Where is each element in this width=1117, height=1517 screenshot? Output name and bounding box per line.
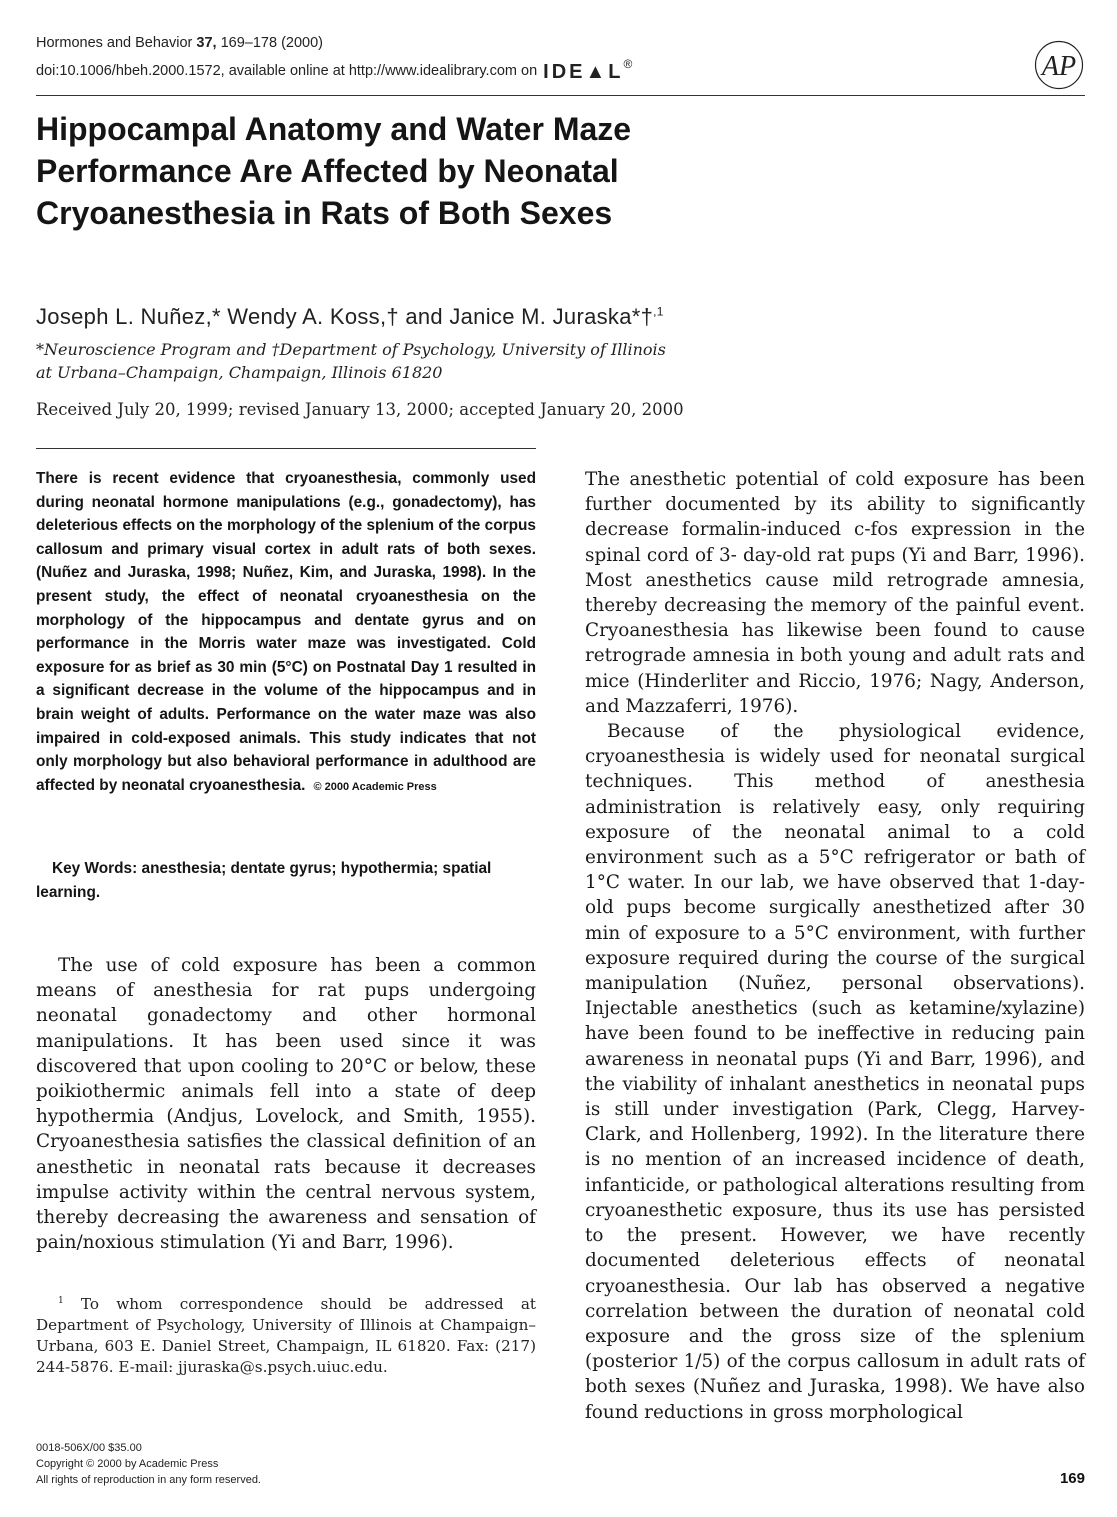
volume: 37, [196,35,217,51]
citation-line [36,33,632,54]
journal-name: Hormones and Behavior [36,35,197,51]
body-paragraph: The use of cold exposure has been a common means of anesthesia for rat pups undergoing neonatal gonadectomy and other hormonal manipulations. It has been used since it was discovered that upon cooling to 20°C or below, these poikiothermic animals fell into a state of deep hypothermia (Andjus, Lovelock, and Smith, 1955). Cryoanesthesia satisfies the classical definition of an anesthetic in neonatal rats because it decreases impulse activity within the central nervous system, thereby decreasing the awareness and sensation of pain/noxious stimulation (Yi and Barr, 1996). [36,955,536,1254]
copyright-footer: 0018-506X/00 $35.00 Copyright © 2000 by Academic Press All rights of reproduction in any form reserved. [36,1442,261,1486]
page-range: 169–178 (2000) [216,35,323,51]
body-column-right [585,467,1085,1425]
journal-header [36,33,632,83]
abstract: There is recent evidence that cryoanesthesia, commonly used during neonatal hormone manipulations (e.g., gonadectomy), has deleterious effects on the morphology of the splenium of the corpus callosum and primary visual cortex in adult rats of both sexes. (Nuñez and Juraska, 1998; Nuñez, Kim, and Juraska, 1998). In the present study, the effect of neonatal cryoanesthesia on the morphology of the hippocampus and dentate gyrus and on performance in the Morris water maze was investigated. Cold exposure for as brief as 30 min (5°C) on Postnatal Day 1 resulted in a significant decrease in the volume of the hippocampus and in brain weight of adults. Performance on the water maze was also impaired in cold-exposed animals. This study indicates that not only morphology but also behavioral performance in adulthood are affected by neonatal cryoanesthesia. © 2000 Academic Press [36,470,536,794]
doi-line [36,54,632,83]
body-column-left [36,953,536,1255]
key-words: Key Words: anesthesia; dentate gyrus; hypothermia; spatial learning. [36,860,492,901]
svg-text:AP: AP [1041,51,1077,82]
article-title: Hippocampal Anatomy and Water Maze Performance Are Affected by Neonatal Cryoanesthesia in Rats of Both Sexes [36,111,632,231]
academic-press-logo [1034,40,1084,90]
body-paragraph: The anesthetic potential of cold exposure has been further documented by its ability to significantly decrease formalin-induced c-fos expression in the spinal cord of 3- day-old rat pups (Yi and Barr, 1996). Most anesthetics cause mild retrograde amnesia, thereby decreasing the memory of the painful event. Cryoanesthesia has likewise been found to cause retrograde amnesia in both young and adult rats and mice (Hinderliter and Riccio, 1976; Nagy, Anderson, and Mazzaferri, 1976). [585,469,1085,717]
doi-text: doi:10.1006/hbeh.2000.1572, available online at http://www.idealibrary.com on [36,63,542,79]
header-rule [36,95,1085,96]
abstract-rule [36,448,536,449]
footnote: $^1$ To whom correspondence should be addressed at Department of Psychology, University of Illinois at Champaign–Urbana, 603 E. Daniel Street, Champaign, IL 61820. Fax: (217) 244-5876. E-mail: jjuraska@s.psych.uiuc.edu. [36,1295,536,1377]
body-paragraph: Because of the physiological evidence, cryoanesthesia is widely used for neonatal surgical techniques. This method of anesthesia administration is relatively easy, only requiring exposure of the neonatal animal to a cold environment such as a 5°C refrigerator or bath of 1°C water. In our lab, we have observed that 1-day-old pups become surgically anesthetized after 30 min of exposure to a 5°C environment, with further exposure required during the course of the surgical manipulation (Nuñez, personal observations). Injectable anesthetics (such as ketamine/xylazine) have been found to be ineffective in reducing pain awareness in neonatal pups (Yi and Barr, 1996), and the viability of inhalant anesthetics in neonatal pups is still under investigation (Park, Clegg, Harvey-Clark, and Hollenberg, 1992). In the literature there is no mention of an increased incidence of death, infanticide, or pathological alterations resulting from cryoanesthetic exposure, thus its use has persisted to the present. However, we have recently documented deleterious effects of neonatal cryoanesthesia. Our lab has observed a negative correlation between the duration of neonatal cold exposure and the gross size of the splenium (posterior 1/5) of the corpus callosum in adult rats of both sexes (Nuñez and Juraska, 1998). We have also found reductions in gross morphological [585,721,1085,1423]
page-number: 169 [1059,1470,1085,1487]
ideal-logo: IDE▲L® [543,57,633,83]
affiliation: *Neuroscience Program and †Department of Psychology, University of Illinois at Urbana–Champaign, Champaign, Illinois 61820 [36,340,666,382]
received-dates: Received July 20, 1999; revised January 13, 2000; accepted January 20, 2000 [36,400,684,419]
author-list: Joseph L. Nuñez,* Wendy A. Koss,† and Janice M. Juraska*†$^{,1}$ [36,304,664,329]
abstract-copyright: © 2000 Academic Press [313,780,437,793]
